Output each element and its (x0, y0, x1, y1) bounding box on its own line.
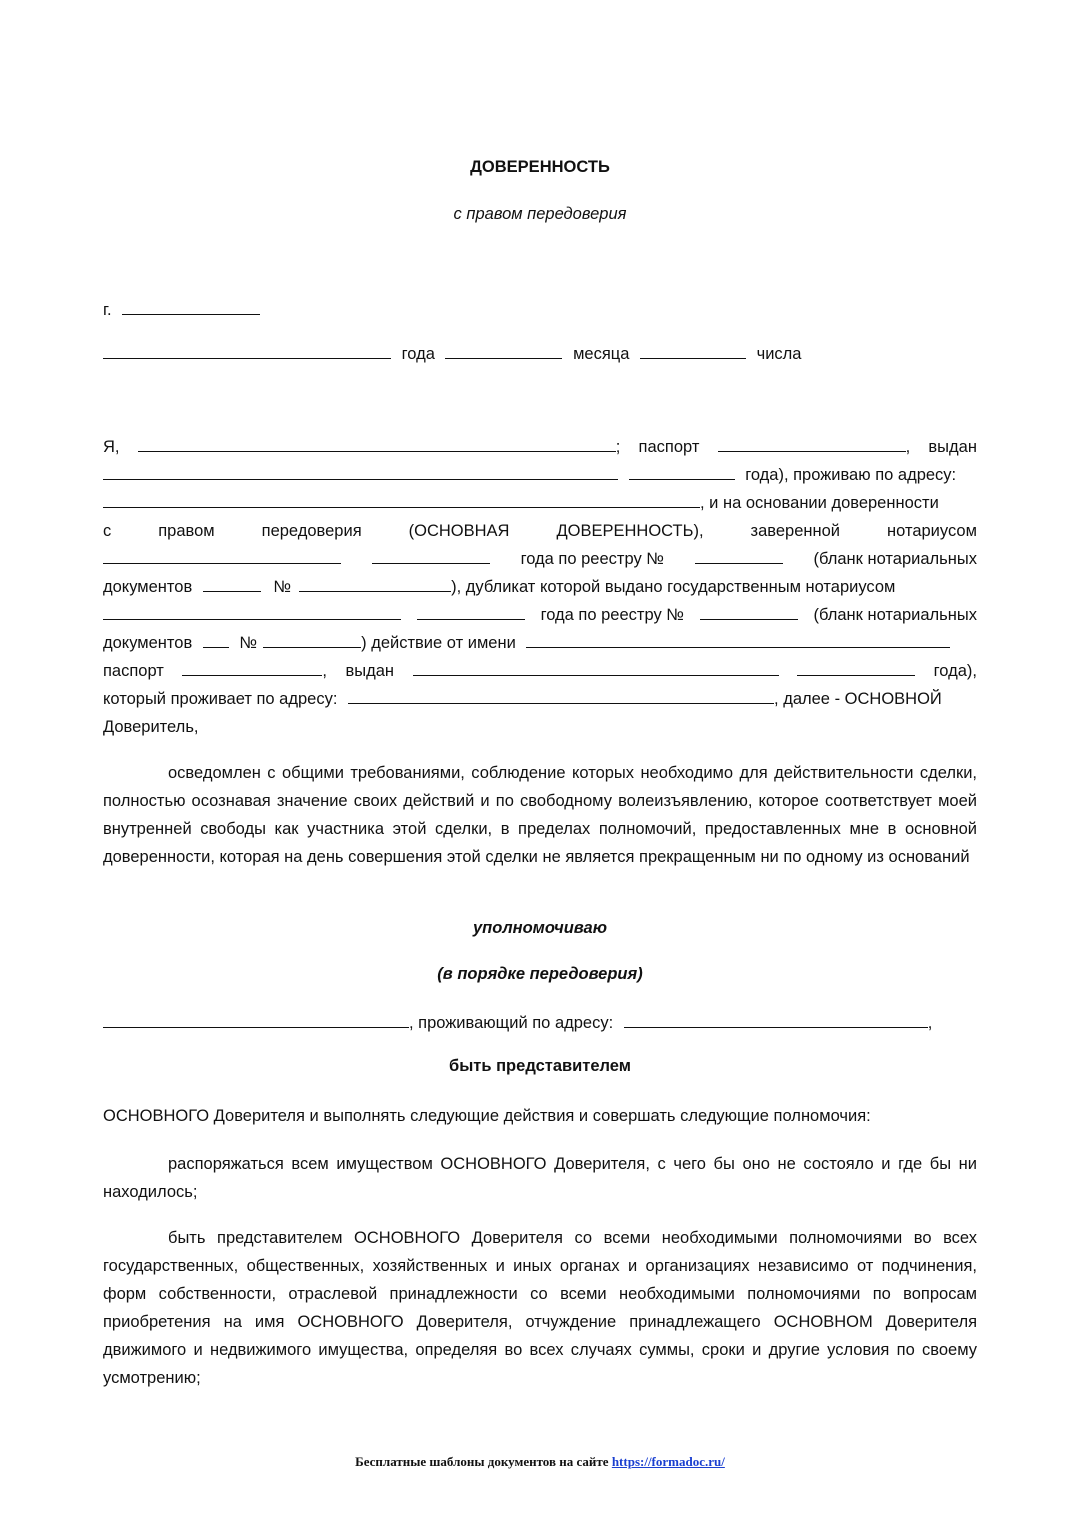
docs2-no-blank (263, 631, 361, 648)
day-blank (640, 342, 746, 359)
footer-text: Бесплатные шаблоны документов на сайте (355, 1454, 609, 1469)
text-year2: года), (933, 662, 977, 680)
text-blank-notary2: (бланк нотариальных (813, 606, 977, 624)
reg-blank (695, 547, 783, 564)
w: нотариусом (887, 522, 977, 540)
docs2-series-blank (203, 631, 229, 648)
text-passport: паспорт (638, 438, 700, 456)
comma: , (322, 662, 327, 680)
attorney-line (103, 1011, 977, 1035)
docs-no-blank (299, 575, 451, 592)
main-principal-blank (526, 631, 950, 648)
city-label: г. (103, 301, 112, 319)
issued2-date-blank (797, 659, 915, 676)
docs-series-blank (203, 575, 261, 592)
p1-line-4 (103, 519, 977, 543)
attorney-address-blank (624, 1011, 928, 1028)
w: правом (158, 522, 215, 540)
text-basis: , и на основании доверенности (700, 494, 939, 512)
month-blank (445, 342, 562, 359)
p1-line-10 (103, 687, 977, 711)
text-passport2: паспорт (103, 662, 164, 680)
authorize-heading: уполномочиваю (473, 919, 607, 937)
text-further: , далее - ОСНОВНОЙ (774, 690, 942, 708)
semicolon: ; (615, 438, 621, 456)
paragraph-representation: быть представителем ОСНОВНОГО Доверителя со всеми необходимыми полномочиями во всех государственных, общественных, хозяйственных и иных органах и организациях независимо от подчинения, форм собственности, отраслевой принадлежности со всеми необходимыми полномочиями по вопросам приобретения на имя ОСНОВНОГО Доверителя, отчуждение принадлежащего ОСНОВНОМ Доверителя движимого и недвижимого имущества, определяя во всех случаях суммы, сроки и другие условия по своему усмотрению; (103, 1229, 977, 1387)
p1-line-3 (103, 491, 977, 515)
text-principal: Доверитель, (103, 718, 199, 736)
comma: , (927, 1014, 933, 1032)
p1-line-2 (103, 463, 977, 487)
w: заверенной (750, 522, 841, 540)
paragraph-actions: ОСНОВНОГО Доверителя и выполнять следующие действия и совершать следующие полномочия: (103, 1107, 871, 1125)
paragraph-property: распоряжаться всем имуществом ОСНОВНОГО Доверителя, с чего бы оно не состояло и где бы ни находилось; (103, 1155, 977, 1201)
year-word: года (401, 345, 435, 363)
text-docs: документов (103, 578, 193, 596)
p1-line-6 (103, 575, 977, 599)
notary-blank (103, 547, 341, 564)
issued2-by-blank (413, 659, 779, 676)
city-line (103, 298, 977, 322)
text-residing: , проживающий по адресу: (409, 1014, 614, 1032)
text-action: ) действие от имени (361, 634, 516, 652)
text-docs2: документов (103, 634, 193, 652)
text-issued: выдан (928, 438, 977, 456)
order-heading: (в порядке передоверия) (437, 965, 643, 983)
address-blank (103, 491, 700, 508)
text-lives: который проживает по адресу: (103, 690, 338, 708)
w: передоверия (261, 522, 362, 540)
text-no: № (273, 578, 292, 596)
city-blank (122, 298, 260, 315)
text-year-live: года), проживаю по адресу: (745, 466, 957, 484)
attorney-name-blank (103, 1011, 409, 1028)
date-line (103, 342, 977, 366)
issued-by-blank (103, 463, 618, 480)
paragraph-informed: осведомлен с общими требованиями, соблюдение которых необходимо для действительности сделки, полностью осознавая значение своих действий и по свободному волеизъявлению, которое соответствует моей внутренней свободы как участника этой сделки, в пределах полномочий, предоставленных мне в основной доверенности, которая на день совершения этой сделки не является прекращенным ни по одному из оснований (103, 764, 977, 866)
w: с (103, 522, 112, 540)
p1-line-11 (103, 715, 977, 739)
month-word: месяца (573, 345, 630, 363)
notary-date-blank (372, 547, 490, 564)
text-duplicate: ), дубликат которой выдано государственным нотариусом (451, 578, 896, 596)
p1-line-1 (103, 435, 977, 459)
p1-line-5 (103, 547, 977, 571)
passport-blank (718, 435, 906, 452)
notary2-blank (103, 603, 401, 620)
text-reg2: года по реестру № (540, 606, 684, 624)
address2-blank (348, 687, 774, 704)
text-ya: Я, (103, 438, 120, 456)
p1-line-9 (103, 659, 977, 683)
notary2-date-blank (417, 603, 525, 620)
issued-date-blank (629, 463, 735, 480)
text-reg: года по реестру № (520, 550, 664, 568)
document-title: ДОВЕРЕННОСТЬ (470, 158, 610, 176)
reg2-blank (700, 603, 798, 620)
text-issued2: выдан (345, 662, 395, 680)
w: (ОСНОВНАЯ (408, 522, 510, 540)
passport2-blank (182, 659, 322, 676)
p1-line-8 (103, 631, 977, 655)
text-blank-notary: (бланк нотариальных (813, 550, 977, 568)
document-subtitle: с правом передоверия (453, 205, 627, 223)
day-word: числа (756, 345, 802, 363)
footer (0, 1454, 1080, 1470)
p1-line-7 (103, 603, 977, 627)
comma: , (905, 438, 911, 456)
year-blank (103, 342, 391, 359)
principal-name-blank (138, 435, 616, 452)
w: ДОВЕРЕННОСТЬ), (556, 522, 704, 540)
representative-heading: быть представителем (449, 1057, 631, 1075)
text-no2: № (239, 634, 258, 652)
footer-link[interactable]: https://formadoc.ru/ (611, 1454, 725, 1469)
